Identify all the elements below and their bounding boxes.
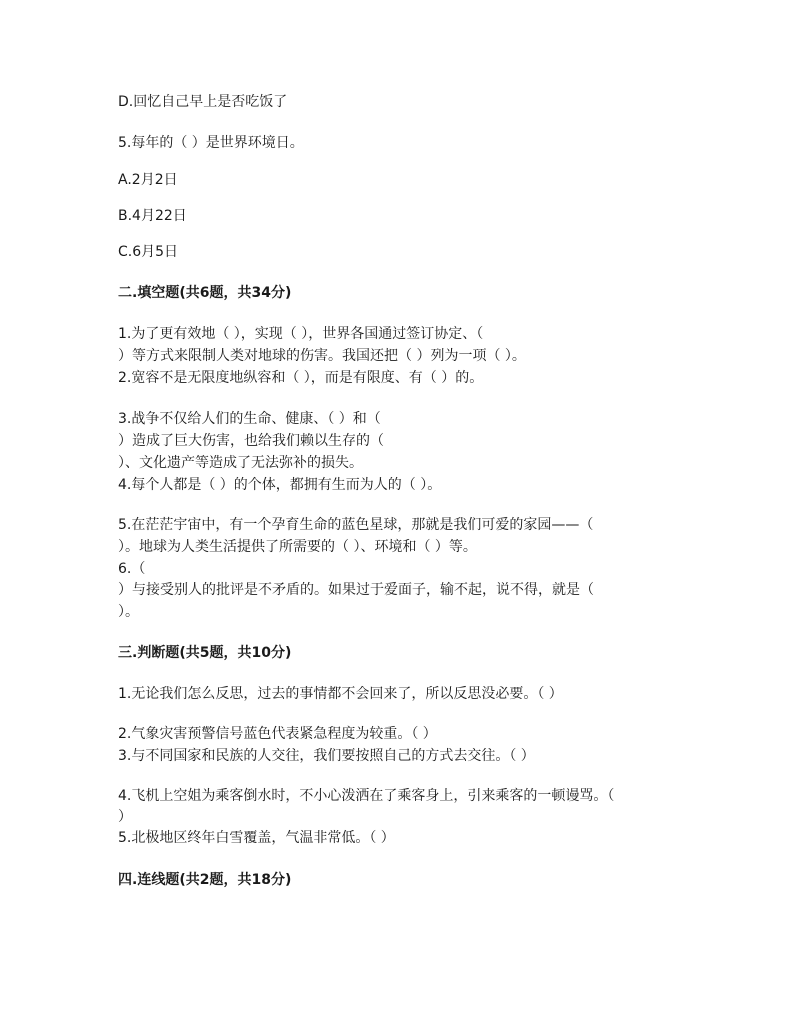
fill-line: 6.（ — [118, 561, 146, 577]
fill-line: ）。地球为人类生活提供了所需要的（ ）、环境和（ ）等。 — [118, 539, 477, 555]
section-heading-fill-blank: 二.填空题(共6题，共34分) — [118, 285, 292, 301]
judge-line: 3.与不同国家和民族的人交往，我们要按照自己的方式去交往。（ ） — [118, 748, 535, 764]
fill-line: 4.每个人都是（ ）的个体，都拥有生而为人的（ ）。 — [118, 477, 442, 493]
fill-line: ）与接受别人的批评是不矛盾的。如果过于爱面子，输不起，说不得，就是（ — [118, 582, 594, 598]
section-heading-matching: 四.连线题(共2题，共18分) — [118, 872, 292, 888]
section-heading-judgement: 三.判断题(共5题，共10分) — [118, 645, 292, 661]
q5-option-b: B.4月22日 — [118, 208, 187, 224]
judge-line: 4.飞机上空姐为乘客倒水时，不小心泼洒在了乘客身上，引来乘客的一顿谩骂。（ — [118, 788, 615, 804]
judge-line: 1.无论我们怎么反思，过去的事情都不会回来了，所以反思没必要。（ ） — [118, 686, 563, 702]
judge-line: 5.北极地区终年白雪覆盖，气温非常低。（ ） — [118, 830, 395, 846]
fill-line: 3.战争不仅给人们的生命、健康、（ ）和（ — [118, 411, 381, 427]
fill-line: ）、文化遗产等造成了无法弥补的损失。 — [118, 455, 363, 471]
fill-line: 1.为了更有效地（ ），实现（ ），世界各国通过签订协定、（ — [118, 326, 484, 342]
q5-option-a: A.2月2日 — [118, 172, 178, 188]
q5-option-c: C.6月5日 — [118, 244, 179, 260]
fill-line: 2.宽容不是无限度地纵容和（ ），而是有限度、有（ ）的。 — [118, 370, 484, 386]
fill-line: ）造成了巨大伤害，也给我们赖以生存的（ — [118, 433, 384, 449]
judge-line: 2.气象灾害预警信号蓝色代表紧急程度为较重。（ ） — [118, 726, 437, 742]
judge-line: ） — [118, 809, 132, 825]
fill-line: ）等方式来限制人类对地球的伤害。我国还把（ ）列为一项（ ）。 — [118, 348, 526, 364]
q4-option-d: D.回忆自己早上是否吃饭了 — [118, 94, 288, 110]
q5-stem: 5.每年的（ ）是世界环境日。 — [118, 135, 304, 151]
fill-line: 5.在茫茫宇宙中，有一个孕育生命的蓝色星球，那就是我们可爱的家园——（ — [118, 517, 594, 533]
fill-line: ）。 — [118, 604, 139, 620]
